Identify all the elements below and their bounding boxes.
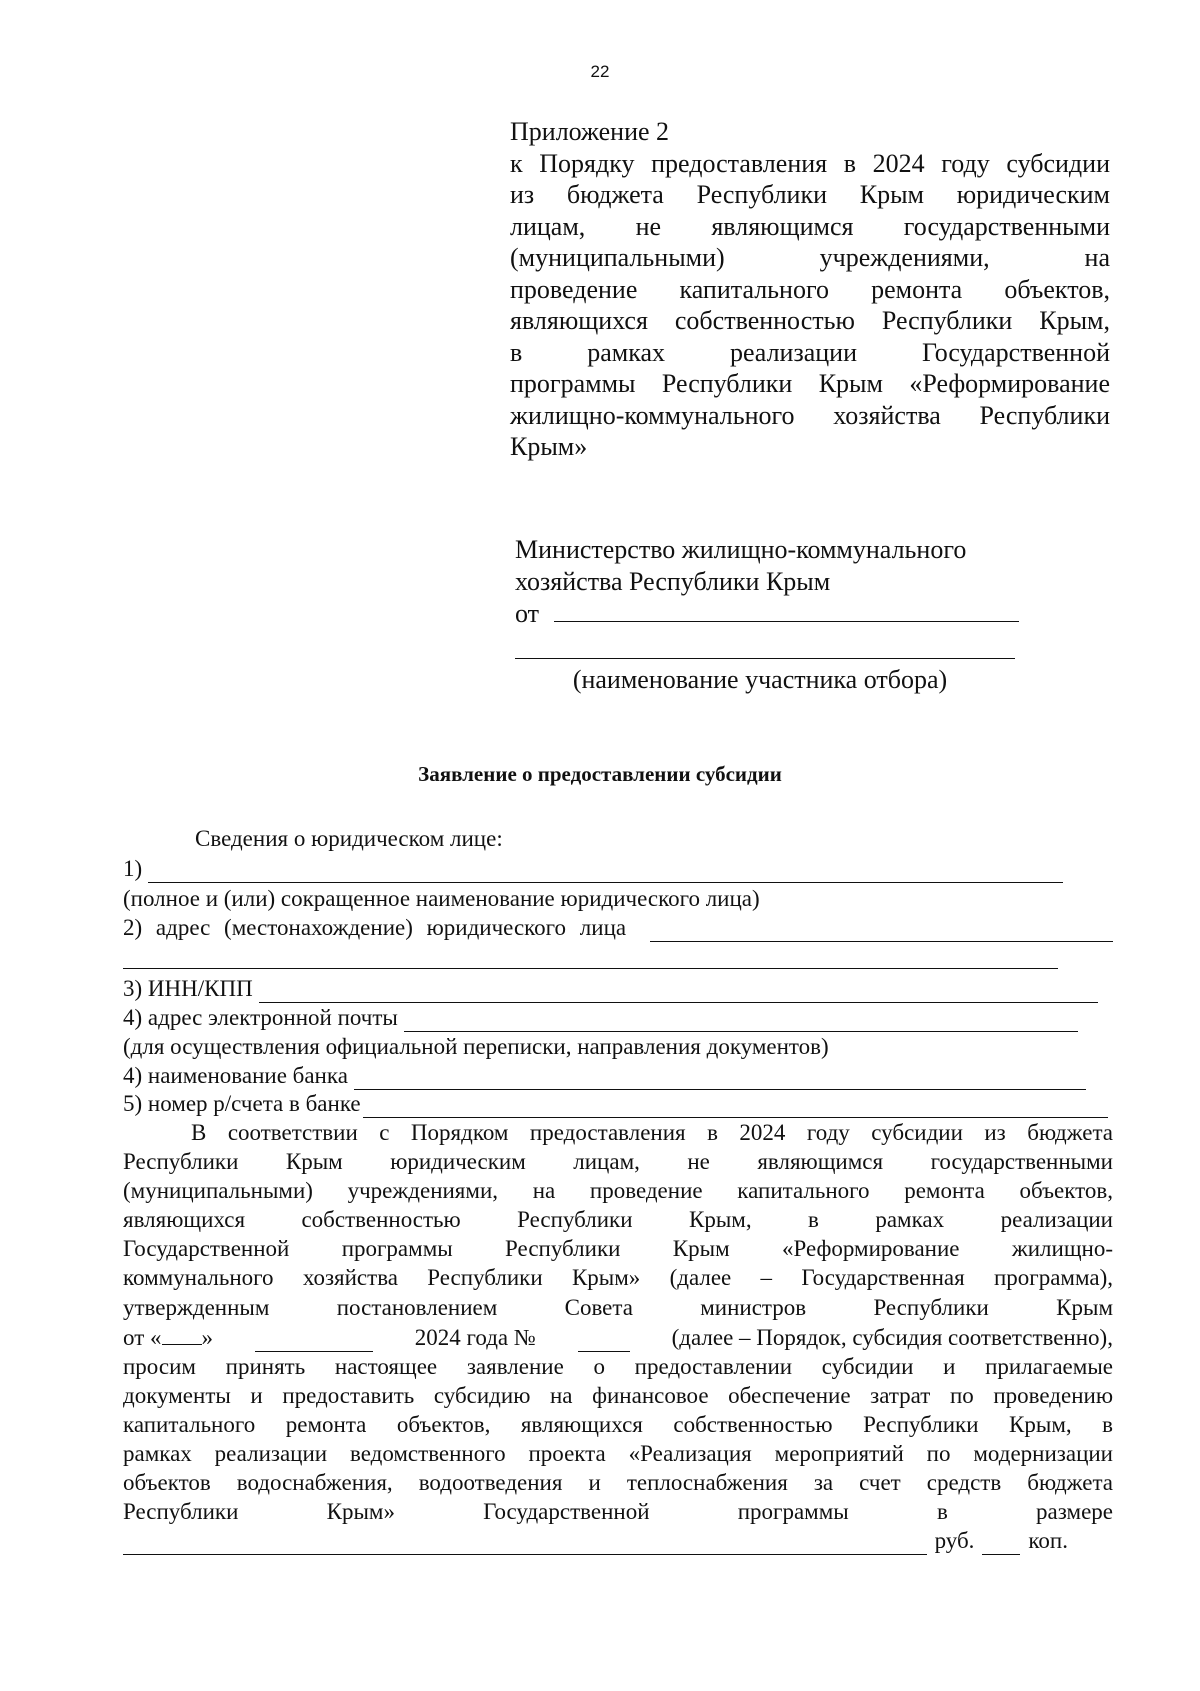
addressee-block bbox=[515, 534, 1019, 630]
amount-rub-field[interactable] bbox=[123, 1532, 927, 1555]
participant-name-field[interactable] bbox=[515, 658, 1015, 659]
addressee-line: хозяйства Республики Крым bbox=[515, 567, 831, 596]
inn-kpp-field[interactable] bbox=[259, 980, 1098, 1003]
annex-line: к Порядку предоставления в 2024 году субсидии bbox=[510, 148, 1110, 178]
day-field[interactable] bbox=[162, 1322, 202, 1345]
date-open-quote: от « bbox=[123, 1324, 162, 1350]
page-number: 22 bbox=[590, 62, 610, 81]
bank-row bbox=[123, 1062, 1086, 1090]
inn-row bbox=[123, 975, 1098, 1003]
body-line: капитального ремонта объектов, являющихся собственностью Республики Крым, в bbox=[123, 1411, 1113, 1437]
annex-line: лицам, не являющимся государственными bbox=[510, 211, 1110, 241]
annex-header bbox=[510, 116, 1110, 463]
body-line: Республики Крым» Государственной программы в размере bbox=[123, 1499, 1113, 1525]
body-line: объектов водоснабжения, водоотведения и теплоснабжения за счет средств бюджета bbox=[123, 1470, 1113, 1496]
annex-line: жилищно-коммунального хозяйства Республики bbox=[510, 400, 1110, 430]
rub-label: руб. bbox=[934, 1528, 975, 1554]
annex-line: (муниципальными) учреждениями, на bbox=[510, 243, 1110, 272]
annex-line: в рамках реализации Государственной bbox=[510, 337, 1110, 367]
body-line: просим принять настоящее заявление о предоставлении субсидии и прилагаемые bbox=[123, 1353, 1113, 1379]
item-label: 2) адрес (местонахождение) юридического лица bbox=[123, 915, 627, 940]
from-row bbox=[515, 598, 1019, 630]
date-line bbox=[123, 1322, 1113, 1352]
kop-label: коп. bbox=[1028, 1528, 1068, 1554]
amount-kop-field[interactable] bbox=[982, 1532, 1020, 1555]
item-label: 4) адрес электронной почты bbox=[123, 1005, 398, 1030]
date-close-quote: » bbox=[201, 1324, 213, 1350]
address-field[interactable] bbox=[650, 919, 1113, 942]
item-label: 1) bbox=[123, 856, 143, 881]
from-field[interactable] bbox=[554, 599, 1019, 622]
address-row bbox=[123, 914, 1113, 942]
body-line: рамках реализации ведомственного проекта «Реализация мероприятий по модернизации bbox=[123, 1441, 1113, 1467]
account-field[interactable] bbox=[363, 1095, 1108, 1118]
addressee-line: Министерство жилищно-коммунального bbox=[515, 535, 967, 564]
date-prefix bbox=[123, 1322, 213, 1352]
from-label: от bbox=[515, 599, 540, 628]
year-label: 2024 года № bbox=[414, 1324, 536, 1350]
annex-line: Крым» bbox=[510, 432, 588, 461]
item-label: 5) номер р/счета в банке bbox=[123, 1091, 361, 1116]
body-line: (муниципальными) учреждениями, на проведение капитального ремонта объектов, bbox=[123, 1178, 1113, 1204]
address-field-continuation[interactable] bbox=[123, 968, 1058, 969]
email-caption: (для осуществления официальной переписки, направления документов) bbox=[123, 1034, 829, 1059]
month-field[interactable] bbox=[255, 1329, 373, 1352]
document-title: Заявление о предоставлении субсидии bbox=[418, 762, 782, 786]
participant-caption: (наименование участника отбора) bbox=[572, 665, 948, 694]
email-row bbox=[123, 1004, 1078, 1032]
body-line: являющихся собственностью Республики Крым, в рамках реализации bbox=[123, 1207, 1113, 1233]
entity-name-caption: (полное и (или) сокращенное наименование юридического лица) bbox=[123, 886, 760, 911]
entity-name-row bbox=[123, 855, 1063, 883]
body-line: Республики Крым юридическим лицам, не являющимся государственными bbox=[123, 1149, 1113, 1175]
body-line: коммунального хозяйства Республики Крым» (далее – Государственная программа), bbox=[123, 1265, 1113, 1291]
amount-line bbox=[123, 1526, 1068, 1555]
email-field[interactable] bbox=[404, 1009, 1078, 1032]
body-line: В соответствии с Порядком предоставления в 2024 году субсидии из бюджета bbox=[191, 1120, 1113, 1145]
item-label: 3) ИНН/КПП bbox=[123, 976, 253, 1001]
resolution-number-field[interactable] bbox=[578, 1329, 630, 1352]
body-line: утвержденным постановлением Совета министров Республики Крым bbox=[123, 1294, 1113, 1320]
bank-name-field[interactable] bbox=[354, 1067, 1086, 1090]
application-body bbox=[123, 1118, 1113, 1555]
body-line: документы и предоставить субсидию на финансовое обеспечение затрат по проведению bbox=[123, 1382, 1113, 1408]
item-label: 4) наименование банка bbox=[123, 1063, 348, 1088]
annex-line: программы Республики Крым «Реформирование bbox=[510, 369, 1110, 398]
entity-name-field[interactable] bbox=[148, 860, 1063, 883]
account-row bbox=[123, 1090, 1108, 1118]
annex-title: Приложение 2 bbox=[510, 117, 670, 146]
legal-entity-heading: Сведения о юридическом лице: bbox=[195, 826, 503, 851]
annex-line: являющихся собственностью Республики Крым, bbox=[510, 306, 1110, 335]
annex-line: из бюджета Республики Крым юридическим bbox=[510, 180, 1110, 209]
annex-line: проведение капитального ремонта объектов, bbox=[510, 274, 1110, 304]
body-line: Государственной программы Республики Крым «Реформирование жилищно- bbox=[123, 1236, 1113, 1262]
date-suffix: (далее – Порядок, субсидия соответственно), bbox=[671, 1324, 1113, 1350]
